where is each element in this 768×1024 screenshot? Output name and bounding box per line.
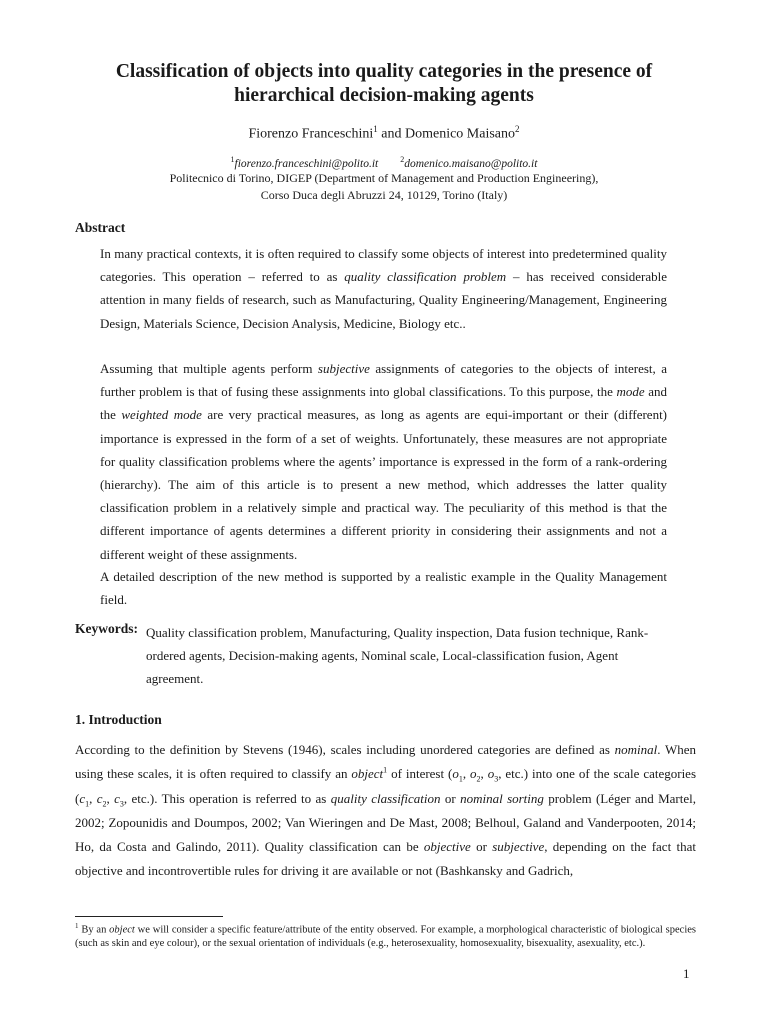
footnote-text-2: we will consider a specific feature/attribute of the entity observed. For example, a morphological characteristic of biological species (such as skin and eye colour), or the sexual orientation of individuals (e.g., heterosexuality, homosexuality, bisexuality, asexuality, etc.). (75, 924, 696, 949)
abstract-paragraph-2 (100, 357, 667, 566)
abstract-p2-text-d: are very practical measures, as long as agents are equi-important or their (different) importance is expressed in the form of a set of weights. Unfortunately, these measures are not appropriate for quality classification problems where the agents’ importance is expressed in the form of a rank-ordering (hierarchy). The aim of this article is to present a new method, which addresses the latter quality classification problem in a relatively simple and practical way. The peculiarity of this method is that the different importance of agents determines a different priority in considering their assignments and not a different weight of these assignments. (100, 407, 668, 562)
footnote-emphasis: object (109, 924, 135, 936)
email-1[interactable]: fiorenzo.franceschini@polito.it (234, 157, 379, 170)
intro-text-1: According to the definition by Stevens (1946), scales including unordered categories are defined as (75, 742, 615, 757)
abstract-p2-emphasis-3: weighted mode (121, 407, 202, 423)
subscript-3: 3 (119, 799, 124, 809)
authors-line (60, 124, 708, 143)
author-2-mark: 2 (515, 124, 520, 134)
intro-emphasis-subjective: subjective (492, 839, 545, 855)
intro-emphasis-objective: objective (423, 839, 471, 855)
intro-emphasis-nominal-sorting: nominal sorting (460, 790, 544, 806)
footnote-mark: 1 (75, 922, 79, 930)
intro-emphasis-nominal: nominal (614, 742, 658, 757)
title-line-1: Classification of objects into quality categories in the presence of (115, 61, 653, 82)
subscript-2: 2 (102, 799, 107, 809)
email-2[interactable]: domenico.maisano@polito.it (404, 157, 538, 170)
intro-text-6: or (440, 790, 461, 806)
abstract-paragraph-3: A detailed description of the new method is supported by a realistic example in the Quality Management field. (100, 569, 667, 608)
abstract-p1-text-a: In many practical contexts, it is often required to classify some objects of interest into predetermined quality categories. This operation – referred to as (100, 246, 667, 285)
page-number: 1 (683, 966, 690, 981)
intro-emphasis-object: object (351, 766, 384, 782)
abstract-p2-text-a: Assuming that multiple agents perform (100, 361, 318, 376)
symbol-c: c (114, 790, 120, 806)
abstract-p2-emphasis-1: subjective (317, 361, 370, 376)
intro-text-2: . When using these scales, it is often required to classify an (75, 742, 696, 782)
intro-text-5: , etc.). This operation is referred to as (123, 790, 331, 806)
footnote-reference[interactable]: 1 (383, 765, 388, 775)
abstract-heading: Abstract (75, 220, 126, 235)
subscript-1: 1 (85, 799, 90, 809)
abstract-p2-emphasis-2: mode (616, 384, 645, 400)
footnote (75, 920, 696, 951)
affiliation (60, 170, 708, 204)
intro-comma: , (480, 766, 488, 782)
paper-title (60, 60, 708, 108)
section-heading-introduction: 1. Introduction (75, 712, 162, 727)
intro-comma: , (462, 766, 471, 782)
intro-text-4: , etc.) into one of the scale categories ( (75, 766, 697, 806)
symbol-c: c (79, 790, 86, 806)
author-2: Domenico Maisano (404, 126, 516, 142)
intro-text-3: of interest ( (387, 766, 453, 782)
affiliation-line-2: Corso Duca degli Abruzzi 24, 10129, Torino (Italy) (260, 188, 508, 202)
abstract-p2-text-b: assignments of categories to the objects of interest, a further problem is that of fusing these assignments into global classifications. To this purpose, the (100, 361, 667, 400)
symbol-c: c (96, 790, 103, 806)
abstract-p2-text-c: and the (100, 384, 667, 423)
subscript-3: 3 (494, 774, 499, 784)
title-line-2: hierarchical decision-making agents (234, 85, 534, 106)
author-1-mark: 1 (373, 124, 378, 134)
keywords-text: Quality classification problem, Manufacturing, Quality inspection, Data fusion technique, Rank-ordered agents, Decision-making agents, Nominal scale, Local-classification fusion, Agent agreement. (146, 625, 649, 687)
intro-comma: , (106, 790, 115, 806)
introduction-paragraph (75, 738, 696, 884)
subscript-2: 2 (476, 774, 481, 784)
email-2-mark: 2 (400, 155, 405, 164)
intro-text-9: , depending on the fact that objective and incontrovertible rules for driving it are available or not (Bashkansky and Gadrich, (75, 839, 696, 879)
abstract-p1-text-b: – has received considerable attention in many fields of research, such as Manufacturing, Quality Engineering/Management, Engineering Design, Materials Science, Decision Analysis, Medicine, Biology etc.. (100, 269, 668, 331)
symbol-o: o (470, 766, 477, 782)
footnote-text-1: By an (78, 924, 110, 936)
symbol-o: o (452, 766, 459, 782)
intro-text-8: or (470, 839, 493, 855)
affiliation-line-1: Politecnico di Torino, DIGEP (Department of Management and Production Engineering), (169, 171, 599, 185)
email-1-mark: 1 (230, 155, 235, 164)
abstract-paragraph-1 (100, 242, 667, 335)
symbol-o: o (487, 766, 495, 782)
author-1: Fiorenzo Franceschini (248, 126, 374, 142)
intro-comma: , (89, 790, 97, 806)
footnote-divider (75, 916, 223, 917)
intro-text-7: problem (Léger and Martel, 2002; Zopounidis and Doumpos, 2002; Van Wieringen and De Mast, 2008; Belhoul, Galand and Vanderpooten, 2014; Ho, da Costa and Galindo, 2011). Quality classification can be (75, 790, 696, 855)
emails-line (60, 155, 708, 170)
subscript-1: 1 (458, 774, 463, 784)
keywords-label: Keywords: (75, 621, 138, 636)
abstract-p1-emphasis: quality classification problem (344, 269, 507, 285)
intro-emphasis-quality-classification: quality classification (330, 790, 441, 806)
author-and: and (377, 126, 405, 142)
